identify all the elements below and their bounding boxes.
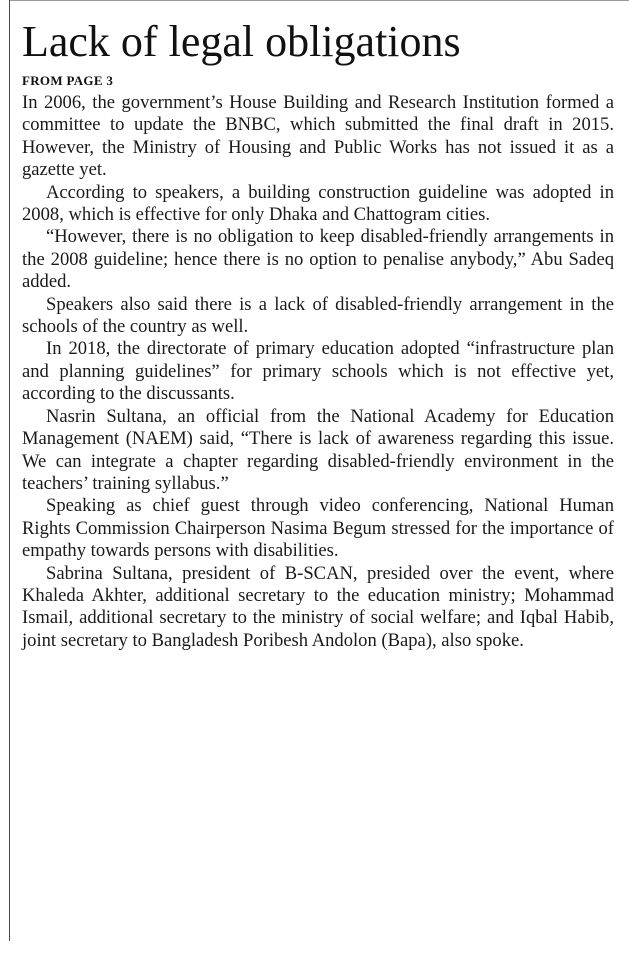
article-paragraph-6: Nasrin Sultana, an official from the National Academy for Education Management (NAEM) said, “There is lack of awareness regarding this issue. We can integrate a chapter regarding disabled-friendly environment in the teachers’ training syllabus.” xyxy=(22,405,614,494)
article-paragraph-8: Sabrina Sultana, president of B-SCAN, presided over the event, where Khaleda Akhter, additional secretary to the education ministry; Mohammad Ismail, additional secretary to the ministry of social welfare; and Iqbal Habib, joint secretary to Bangladesh Poribesh Andolon (Bapa), also spoke. xyxy=(22,562,614,651)
article-paragraph-7: Speaking as chief guest through video conferencing, National Human Rights Commission Chairperson Nasima Begum stressed for the importance of empathy towards persons with disabilities. xyxy=(22,495,614,562)
article-paragraph-5: In 2018, the directorate of primary education adopted “infrastructure plan and planning guidelines” for primary schools which is not effective yet, according to the discussants. xyxy=(22,338,614,405)
article-headline: Lack of legal obligations xyxy=(22,17,461,66)
article-body xyxy=(22,92,614,652)
article-paragraph-1: In 2006, the government’s House Building and Research Institution formed a committee to update the BNBC, which submitted the final draft in 2015. However, the Ministry of Housing and Public Works has not issued it as a gazette yet. xyxy=(22,92,614,181)
news-article xyxy=(22,14,614,652)
top-border-rule xyxy=(9,0,629,1)
column-divider-rule xyxy=(9,0,10,941)
article-paragraph-4: Speakers also said there is a lack of disabled-friendly arrangement in the schools of the country as well. xyxy=(22,293,614,338)
article-paragraph-3: “However, there is no obligation to keep disabled-friendly arrangements in the 2008 guideline; hence there is no option to penalise anybody,” Abu Sadeq added. xyxy=(22,226,614,293)
continuation-kicker: FROM PAGE 3 xyxy=(22,73,114,88)
article-paragraph-2: According to speakers, a building construction guideline was adopted in 2008, which is effective for only Dhaka and Chattogram cities. xyxy=(22,181,614,226)
